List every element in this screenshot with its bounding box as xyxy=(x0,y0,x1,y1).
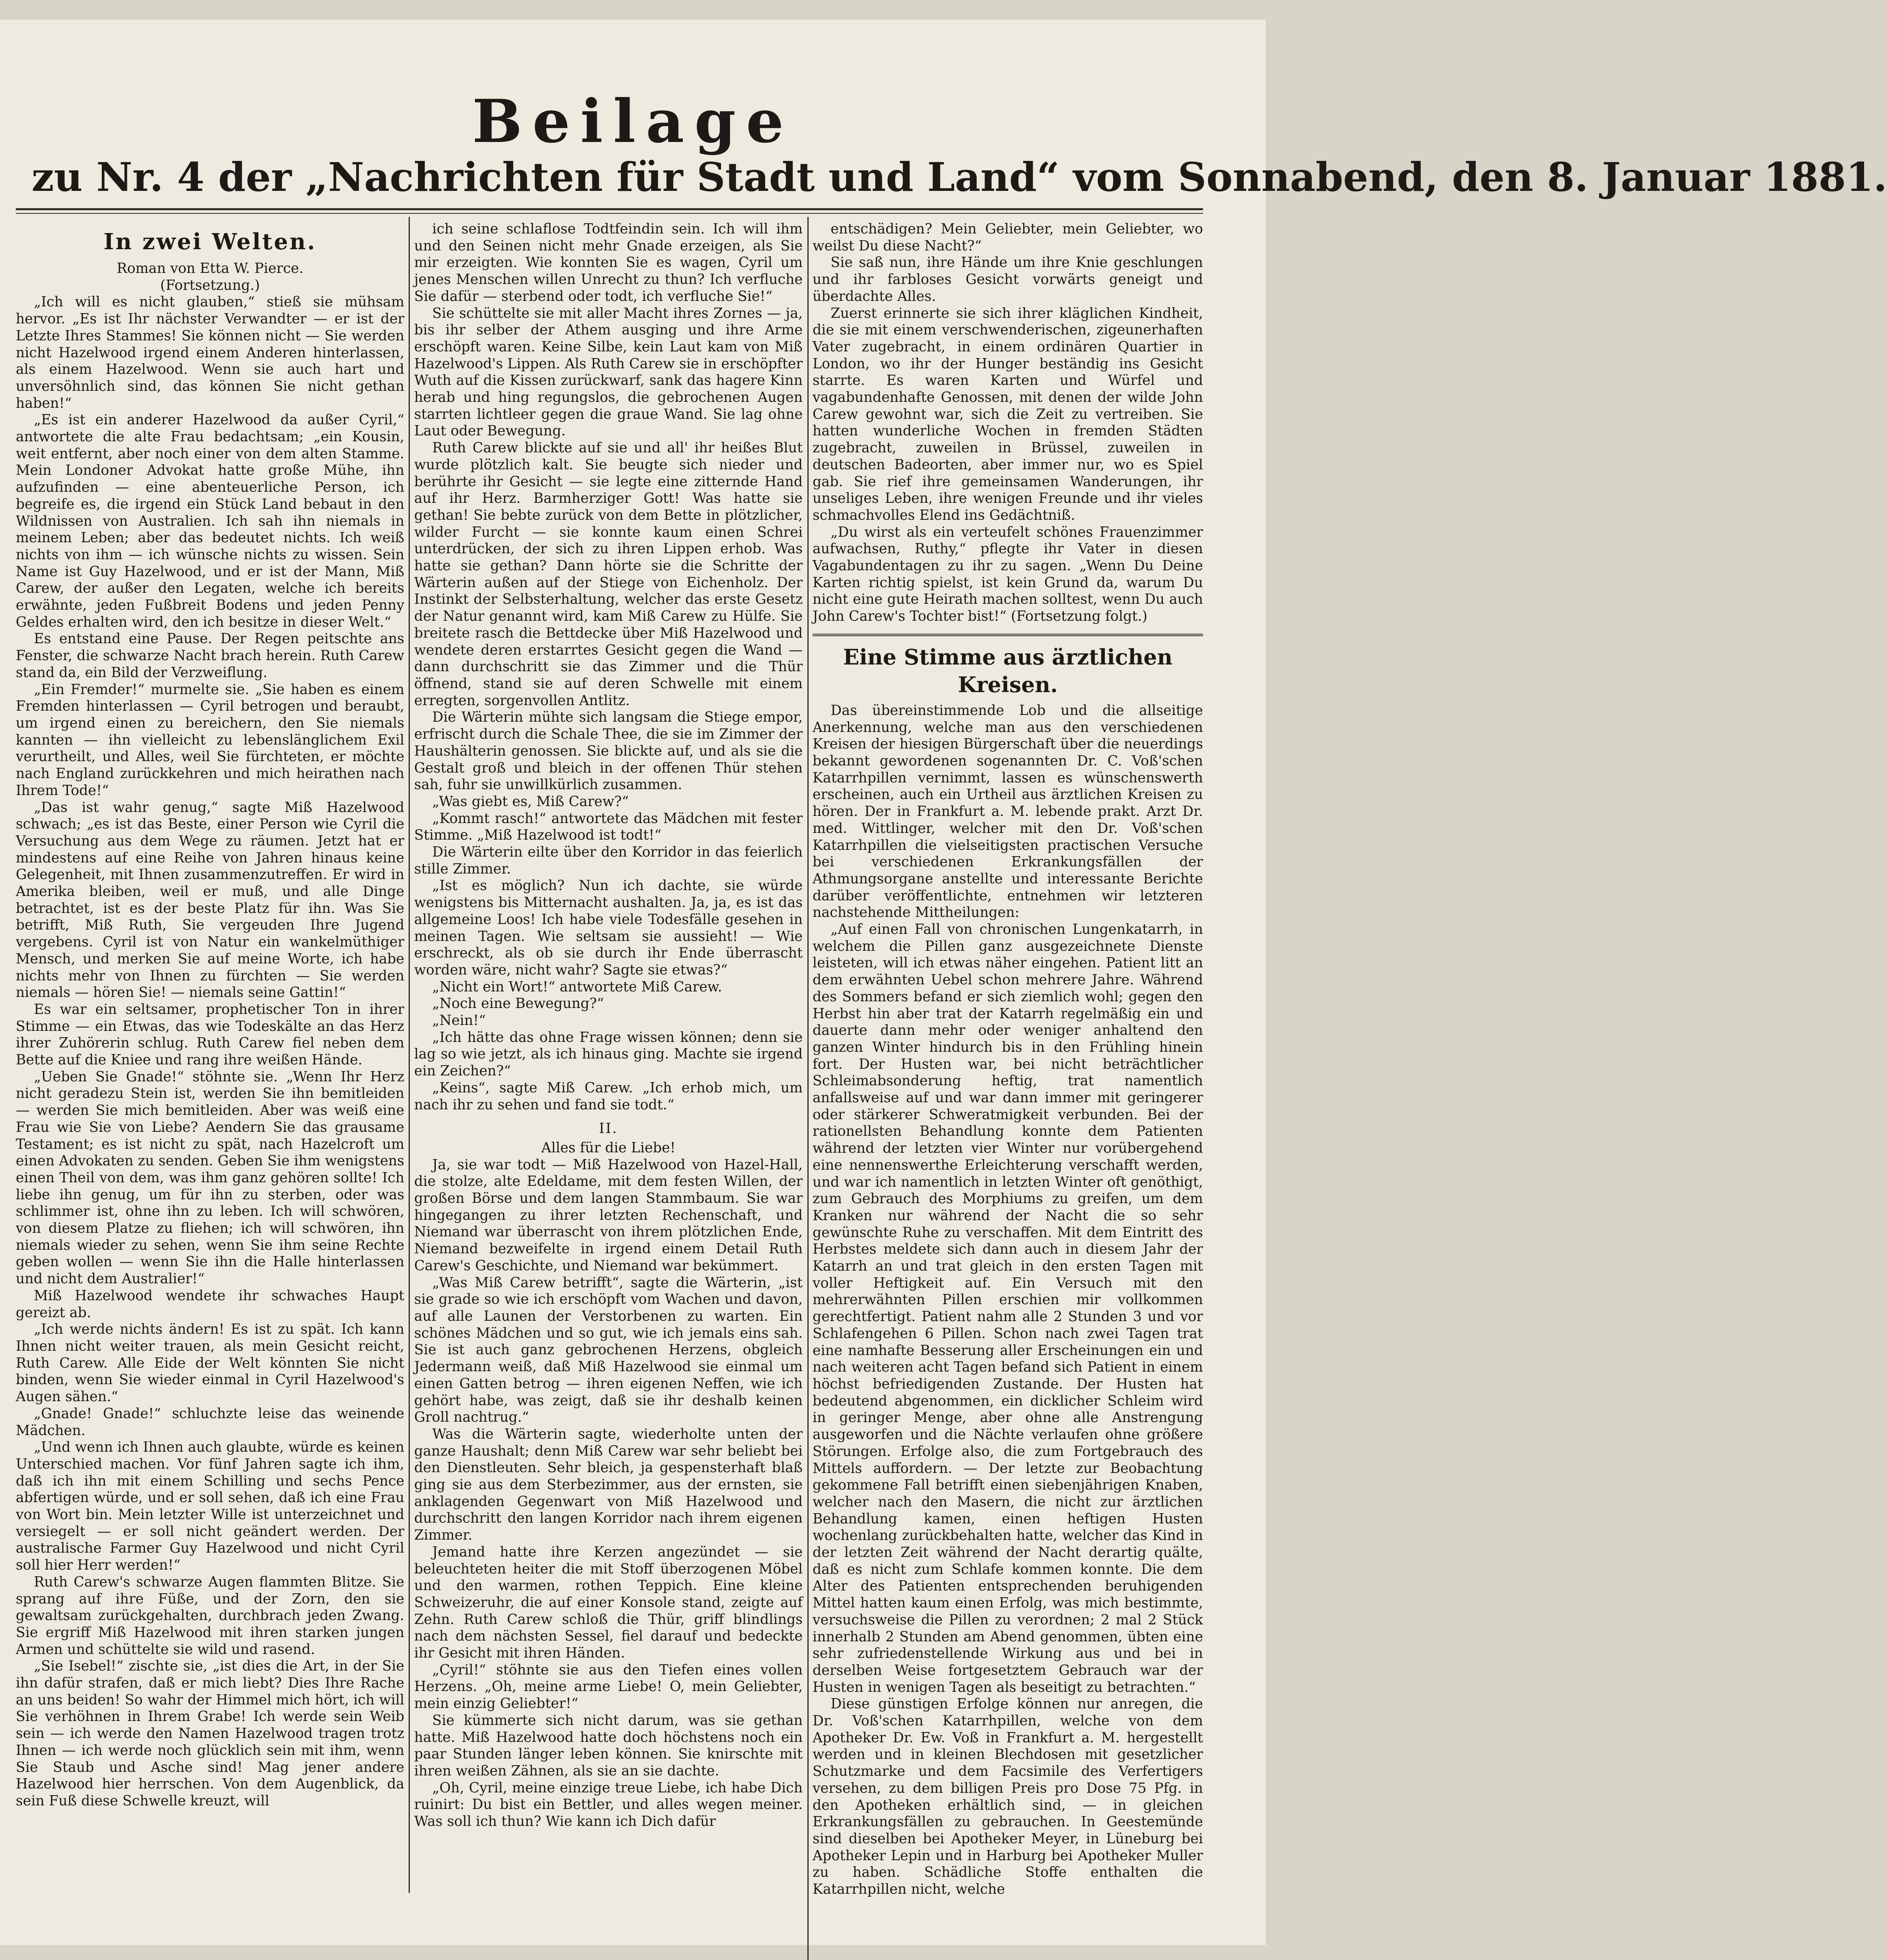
paragraph: Die Wärterin eilte über den Korridor in das feierlich stille Zimmer. xyxy=(414,844,803,877)
paragraph: Sie saß nun, ihre Hände um ihre Knie geschlungen und ihr farbloses Gesicht vorwärts geneigt und überdachte Alles. xyxy=(813,254,1203,304)
paragraph: „Du wirst als ein verteufelt schönes Frauenzimmer aufwachsen, Ruthy,“ pflegte ihr Vater in diesen Vagabundentagen zu ihr zu sagen. „Wenn Du Deine Karten richtig spielst, ist kein Grund da, warum Du nicht eine gute Heirath machen solltest, wenn Du auch John Carew's Tochter bist!“ (Fortsetzung folgt.) xyxy=(813,524,1203,625)
paragraph: „Cyril!“ stöhnte sie aus den Tiefen eines vollen Herzens. „Oh, meine arme Liebe! O, mein Geliebter, mein einzig Geliebter!“ xyxy=(414,1661,803,1712)
paragraph: Diese günstigen Erfolge können nur anregen, die Dr. Voß'schen Katarrhpillen, welche von dem Apotheker Dr. Ew. Voß in Frankfurt a. M. hergestellt werden und in kleinen Blechdosen mit gesetzlicher Schutzmarke und dem Facsimile des Verfertigers versehen, zu dem billigen Preis pro Dose 75 Pfg. in den Apotheken erhältlich sind, — in gleichen Erkrankungsfällen zu gebrauchen. In Geestemünde sind dieselben bei Apotheker Meyer, in Lüneburg bei Apotheker Lepin und in Harburg bei Apotheker Muller zu haben. Schädliche Stoffe enthalten die Katarrhpillen nicht, welche xyxy=(813,1696,1203,1898)
paragraph: „Was giebt es, Miß Carew?“ xyxy=(432,793,629,810)
section-number: II. xyxy=(599,1120,618,1137)
paragraph: Sie kümmerte sich nicht darum, was sie gethan hatte. Miß Hazelwood hatte doch höchstens noch ein paar Stunden länger leben können. Sie knirschte mit ihren weißen Zähnen, als sie an sie dachte. xyxy=(414,1712,803,1779)
paragraph: „Gnade! Gnade!“ schluchzte leise das weinende Mädchen. xyxy=(16,1405,404,1439)
paragraph: entschädigen? Mein Geliebter, mein Geliebter, wo weilst Du diese Nacht?“ xyxy=(813,221,1203,254)
header-rule-thin xyxy=(16,213,1203,214)
paragraph: Es war ein seltsamer, prophetischer Ton in ihrer Stimme — ein Etwas, das wie Todeskälte an das Herz ihrer Zuhörerin schlug. Ruth Carew fiel neben dem Bette auf die Kniee und rang ihre weißen Hände. xyxy=(16,1001,404,1068)
paragraph: Zuerst erinnerte sie sich ihrer kläglichen Kindheit, die sie mit einem verschwenderischen, zigeunerhaften Vater zugebracht, in einem ordinären Quartier in London, wo ihr der Hunger beständig ins Gesicht starrte. Es waren Karten und Würfel und vagabundenhafte Genossen, mit denen der wilde John Carew gewohnt war, sich die Zeit zu vertreiben. Sie hatten wunderliche Wochen in fremden Städten zugebracht, zuweilen in Brüssel, zuweilen in deutschen Badeorten, aber immer nur, wo es Spiel gab. Sie rief ihre gemeinsamen Wanderungen, ihr unseliges Leben, ihre wenigen Freunde und ihr vieles schmachvolles Elend ins Gedächtniß. xyxy=(813,305,1203,523)
paragraph: „Und wenn ich Ihnen auch glaubte, würde es keinen Unterschied machen. Vor fünf Jahren sagte ich ihm, daß ich ihn mit einem Schilling und sechs Pence abfertigen würde, und er soll sehen, daß ich eine Frau von Wort bin. Mein letzter Wille ist unterzeichnet und versiegelt — er soll nicht geändert werden. Der australische Farmer Guy Hazelwood und nicht Cyril soll hier Herr werden!“ xyxy=(16,1439,404,1574)
paragraph: Was die Wärterin sagte, wiederholte unten der ganze Haushalt; denn Miß Carew war sehr beliebt bei den Dienstleuten. Sehr bleich, ja gespensterhaft blaß ging sie aus dem Sterbezimmer, aus der ernsten, sie anklagenden Gegenwart von Miß Hazelwood und durchschritt den langen Korridor nach ihrem eigenen Zimmer. xyxy=(414,1426,803,1544)
serial-byline: Roman von Etta W. Pierce. xyxy=(116,260,304,276)
column-left xyxy=(16,221,404,1893)
paragraph: „Auf einen Fall von chronischen Lungenkatarrh, in welchem die Pillen ganz ausgezeichnete Dienste leisteten, will ich etwas näher eingehen. Patient litt an dem erwähnten Uebel schon mehrere Jahre. Während des Sommers befand er sich ziemlich wohl; gegen den Herbst hin aber trat der Katarrh regelmäßig ein und dauerte dann mehr oder weniger anhaltend den ganzen Winter hindurch bis in den Frühling hinein fort. Der Husten war, bei nicht beträchtlicher Schleimabsonderung heftig, trat namentlich anfallsweise auf und war dann immer mit geringerer oder stärkerer Schweratmigkeit verbunden. Bei der rationellsten Behandlung konnte dem Patienten während der letzten vier Winter nur vorübergehend eine nennenswerthe Erleichterung verschafft werden, und war ich namentlich in letzten Winter oft genöthigt, zum Gebrauch des Morphiums zu greifen, um dem Kranken nur während der Nacht die so sehr gewünschte Ruhe zu verschaffen. Mit dem Eintritt des Herbstes meldete sich dann auch in diesem Jahr der Katarrh an und trat gleich in den ersten Tagen mit voller Heftigkeit auf. Ein Versuch mit den mehrerwähnten Pillen erschien mir vollkommen gerechtfertigt. Patient nahm alle 2 Stunden 3 und vor Schlafengehen 6 Pillen. Schon nach zwei Tagen trat eine namhafte Besserung aller Erscheinungen ein und nach weiteren acht Tagen befand sich Patient in einem höchst befriedigenden Zustande. Der Husten hat bedeutend abgenommen, ein dicklicher Schleim wird in geringer Menge, aber ohne alle Anstrengung ausgeworfen und die Nächte verlaufen ohne größere Störungen. Erfolge also, die zum Fortgebrauch des Mittels auffordern. — Der letzte zur Beobachtung gekommene Fall betrifft einen siebenjährigen Knaben, welcher nach den Masern, die nicht zur ärztlichen Behandlung kamen, einen heftigen Husten wochenlang zurückbehalten hatte, welcher das Kind in der letzten Zeit während der Nacht derartig quälte, daß es nicht zum Schlafe kommen konnte. Die dem Alter des Patienten entsprechenden beruhigenden Mittel hatten kaum einen Erfolg, was mich bestimmte, versuchsweise die Pillen zu verordnen; 2 mal 2 Stück innerhalb 2 Stunden am Abend genommen, übten eine sehr zufriedenstellende Wirkung aus und bei in derselben Weise fortgesetztem Gebrauch war der Husten in wenigen Tagen als beseitigt zu betrachten.“ xyxy=(813,921,1203,1695)
masthead-title: Beilage xyxy=(472,87,794,156)
paragraph: „Nicht ein Wort!“ antwortete Miß Carew. xyxy=(432,978,722,995)
paragraph: „Ich werde nichts ändern! Es ist zu spät. Ich kann Ihnen nicht weiter trauen, als mein Gesicht reicht, Ruth Carew. Alle Eide der Welt könnten Sie nicht binden, wenn Sie wieder einmal in Cyril Hazelwood's Augen sähen.“ xyxy=(16,1321,404,1405)
column-divider-1 xyxy=(409,217,410,1893)
paragraph: Jemand hatte ihre Kerzen angezündet — sie beleuchteten heiter die mit Stoff überzogenen Möbel und den warmen, rothen Teppich. Eine kleine Schweizeruhr, die auf einer Konsole stand, zeigte auf Zehn. Ruth Carew schloß die Thür, griff blindlings nach dem nächsten Sessel, fiel darauf und bedeckte ihr Gesicht mit ihren Händen. xyxy=(414,1544,803,1661)
paragraph: „Sie Isebel!“ zischte sie, „ist dies die Art, in der Sie ihn dafür strafen, daß er mich liebt? Dies Ihre Rache an uns beiden! So wahr der Himmel mich hört, ich will Sie verhöhnen in Ihrem Grabe! Ich werde sein Weib sein — ich werde den Namen Hazelwood tragen trotz Ihnen — ich werde noch glücklich sein mit ihm, wenn Sie Staub und Asche sind! Mag jener andere Hazelwood hier herrschen. Von dem Augenblick, da sein Fuß diese Schwelle kreuzt, will xyxy=(16,1658,404,1809)
article-heading: Eine Stimme aus ärztlichen Kreisen. xyxy=(813,634,1203,702)
paragraph: „Nein!“ xyxy=(432,1012,486,1029)
paragraph: Miß Hazelwood wendete ihr schwaches Haupt gereizt ab. xyxy=(16,1287,404,1321)
paragraph: „Oh, Cyril, meine einzige treue Liebe, ich habe Dich ruinirt: Du bist ein Bettler, und alles wegen meiner. Was soll ich thun? Wie kann ich Dich dafür xyxy=(414,1779,803,1830)
paragraph: „Das ist wahr genug,“ sagte Miß Hazelwood schwach; „es ist das Beste, einer Person wie Cyril die Versuchung aus dem Wege zu räumen. Jetzt hat er mindestens auf eine Reihe von Jahren hinaus keine Gelegenheit, mit Ihnen zusammenzutreffen. Er wird in Amerika bleiben, weil er muß, und alle Dinge betrachtet, ist es der beste Platz für ihn. Was Sie betrifft, Miß Ruth, Sie vergeuden Ihre Jugend vergebens. Cyril ist von Natur ein wankelmüthiger Mensch, und merken Sie auf meine Worte, ich habe nichts mehr von Ihnen zu fürchten — Sie werden niemals — hören Sie! — niemals seine Gattin!“ xyxy=(16,799,404,1001)
paragraph: „Ueben Sie Gnade!“ stöhnte sie. „Wenn Ihr Herz nicht geradezu Stein ist, werden Sie ihn bemitleiden — werden Sie mich bemitleiden. Aber was weiß eine Frau wie Sie von Liebe? Aendern Sie das grausame Testament; es ist nicht zu spät, nach Hazelcroft um einen Advokaten zu senden. Geben Sie ihm wenigstens einen Theil von dem, was ihm ganz gehören sollte! Ich liebe ihn genug, um für ihn zu sterben, oder was schlimmer ist, ohne ihn zu leben. Ich will schwören, von diesem Platze zu fliehen; ich will schwören, ihn niemals wieder zu sehen, wenn Sie ihm seine Rechte geben wollen — wenn Sie ihn die Halle hinterlassen und nicht dem Australier!“ xyxy=(16,1068,404,1287)
newspaper-page xyxy=(0,20,1887,1945)
paragraph: „Keins“, sagte Miß Carew. „Ich erhob mich, um nach ihr zu sehen und fand sie todt.“ xyxy=(414,1079,803,1113)
header-rule xyxy=(16,208,1203,210)
paragraph: Sie schüttelte sie mit aller Macht ihres Zornes — ja, bis ihr selber der Athem ausging und ihre Arme erschöpft waren. Keine Silbe, kein Laut kam von Miß Hazelwood's Lippen. Als Ruth Carew sie in erschöpfter Wuth auf die Kissen zurückwarf, sank das hagere Kinn herab und hing regungslos, die gebrochenen Augen starrten lichtleer gegen die graue Wand. Sie lag ohne Laut oder Bewegung. xyxy=(414,305,803,439)
serial-heading: In zwei Welten. xyxy=(103,229,317,255)
section-title: Alles für die Liebe! xyxy=(541,1139,676,1156)
paragraph: „Ist es möglich? Nun ich dachte, sie würde wenigstens bis Mitternacht aushalten. Ja, ja, es ist das allgemeine Loos! Ich habe viele Todesfälle gesehen in meinen Tagen. Wie seltsam sie aussieht! — Wie erschreckt, als ob sie durch ihr Ende überrascht worden wäre, nicht wahr? Sagte sie etwas?“ xyxy=(414,877,803,978)
paragraph: Ruth Carew blickte auf sie und all' ihr heißes Blut wurde plötzlich kalt. Sie beugte sich nieder und berührte ihr Gesicht — sie legte eine zitternde Hand auf ihr Herz. Barmherziger Gott! Was hatte sie gethan! Sie bebte zurück von dem Bette in plötzlicher, wilder Furcht — sie konnte kaum einen Schrei unterdrücken, der sich zu ihren Lippen erhob. Was hatte sie gethan? Dann hörte sie die Schritte der Wärterin außen auf der Stiege von Eichenholz. Der Instinkt der Selbsterhaltung, welcher das erste Gesetz der Natur genannt wird, kam Miß Carew zu Hülfe. Sie breitete rasch die Bettdecke über Miß Hazelwood und wendete deren erstarrtes Gesicht gegen die Wand — dann durchschritt sie das Zimmer und die Thür öffnend, stand sie auf deren Schwelle mit einem erregten, sorgenvollen Antlitz. xyxy=(414,440,803,709)
paragraph: „Kommt rasch!“ antwortete das Mädchen mit fester Stimme. „Miß Hazelwood ist todt!“ xyxy=(414,810,803,844)
column-right xyxy=(813,221,1203,1956)
paragraph: Die Wärterin mühte sich langsam die Stiege empor, erfrischt durch die Schale Thee, die sie im Zimmer der Haushälterin genossen. Sie blickte auf, und als sie die Gestalt groß und bleich in der offenen Thür stehen sah, fuhr sie unwillkürlich zusammen. xyxy=(414,709,803,793)
paragraph: Es entstand eine Pause. Der Regen peitschte ans Fenster, die schwarze Nacht brach herein. Ruth Carew stand da, ein Bild der Verzweiflung. xyxy=(16,631,404,681)
paragraph: „Ein Fremder!“ murmelte sie. „Sie haben es einem Fremden hinterlassen — Cyril betrogen und beraubt, um irgend einen zu bereichern, den Sie niemals kannten — ihn vielleicht zu lebenslänglichem Exil verurtheilt, und Alles, weil Sie fürchteten, er möchte nach England zurückkehren und mich heirathen nach Ihrem Tode!“ xyxy=(16,681,404,799)
paragraph: ich seine schlaflose Todtfeindin sein. Ich will ihm und den Seinen nicht mehr Gnade erzeigen, als Sie mir erzeigten. Wie konnten Sie es wagen, Cyril um jenes Menschen willen Unrecht zu thun? Ich verfluche Sie dafür — sterbend oder todt, ich verfluche Sie!“ xyxy=(414,221,803,304)
paragraph: „Ich will es nicht glauben,“ stieß sie mühsam hervor. „Es ist Ihr nächster Verwandter — er ist der Letzte Ihres Stammes! Sie können nicht — Sie werden nicht Hazelwood irgend einem Anderen hinterlassen, als einem Hazelwood. Wenn sie auch hart und unversöhnlich sind, das können Sie nicht gethan haben!“ xyxy=(16,294,404,411)
paragraph: Ja, sie war todt — Miß Hazelwood von Hazel-Hall, die stolze, alte Edeldame, mit dem festen Willen, der großen Börse und dem langen Stammbaum. Sie war hingegangen zu ihrer letzten Rechenschaft, und Niemand war überrascht von ihrem plötzlichen Ende, Niemand bezweifelte in irgend einem Detail Ruth Carew's Geschichte, und Niemand war bekümmert. xyxy=(414,1156,803,1274)
paragraph: „Noch eine Bewegung?“ xyxy=(432,995,604,1012)
paragraph: „Ich hätte das ohne Frage wissen können; denn sie lag so wie jetzt, als ich hinaus ging. Machte sie irgend ein Zeichen?“ xyxy=(414,1029,803,1079)
paragraph: Das übereinstimmende Lob und die allseitige Anerkennung, welche man aus den verschiedenen Kreisen der hiesigen Bürgerschaft über die neuerdings bekannt gewordenen sogenannten Dr. C. Voß'schen Katarrhpillen vernimmt, lassen es wünschenswerth erscheinen, auch ein Urtheil aus ärztlichen Kreisen zu hören. Der in Frankfurt a. M. lebende prakt. Arzt Dr. med. Wittlinger, welcher mit den Dr. Voß'schen Katarrhpillen die vielseitigsten practischen Versuche bei verschiedenen Erkrankungsfällen der Athmungsorgane anstellte und interessante Berichte darüber veröffentlichte, entnehmen wir letzteren nachstehende Mittheilungen: xyxy=(813,702,1203,921)
column-divider-2 xyxy=(807,217,809,1960)
column-middle xyxy=(414,221,803,1956)
paragraph: „Es ist ein anderer Hazelwood da außer Cyril,“ antwortete die alte Frau bedachtsam; „ein Kousin, weit entfernt, aber noch einer von dem alten Stamme. Mein Londoner Advokat hatte große Mühe, ihn aufzufinden — eine abenteuerliche Person, ich begreife es, die irgend ein Stück Land bebaut in den Wildnissen von Australien. Ich sah ihn niemals in meinem Leben; aber das bedeutet nichts. Ich weiß nichts von ihm — ich wünsche nichts zu wissen. Sein Name ist Guy Hazelwood, und er ist der Mann, Miß Carew, der außer den Legaten, welche ich bereits erwähnte, jeden Fußbreit Bodens und jeden Penny Geldes erhalten wird, den ich besitze in dieser Welt.“ xyxy=(16,412,404,630)
serial-continuation: (Fortsetzung.) xyxy=(160,277,260,293)
paragraph: „Was Miß Carew betrifft“, sagte die Wärterin, „ist sie grade so wie ich erschöpft vom Wachen und davon, auf alle Launen der Verstorbenen zu warten. Ein schönes Mädchen und so gut, wie ich jemals eins sah. Sie ist auch ganz gebrochenen Herzens, obgleich Jedermann weiß, daß Miß Hazelwood sie einmal um einen Gatten betrog — ihren eigenen Neffen, wie ich gehört habe, was zeigt, daß sie ihr deshalb keinen Groll nachtrug.“ xyxy=(414,1274,803,1426)
masthead-subtitle: zu Nr. 4 der „Nachrichten für Stadt und Land“ vom Sonnabend, den 8. Januar 1881. xyxy=(32,154,1887,200)
paragraph: Ruth Carew's schwarze Augen flammten Blitze. Sie sprang auf ihre Füße, und der Zorn, den sie gewaltsam zurückgehalten, durchbrach jeden Zwang. Sie ergriff Miß Hazelwood mit ihren starken jungen Armen und schüttelte sie wild und rasend. xyxy=(16,1574,404,1658)
